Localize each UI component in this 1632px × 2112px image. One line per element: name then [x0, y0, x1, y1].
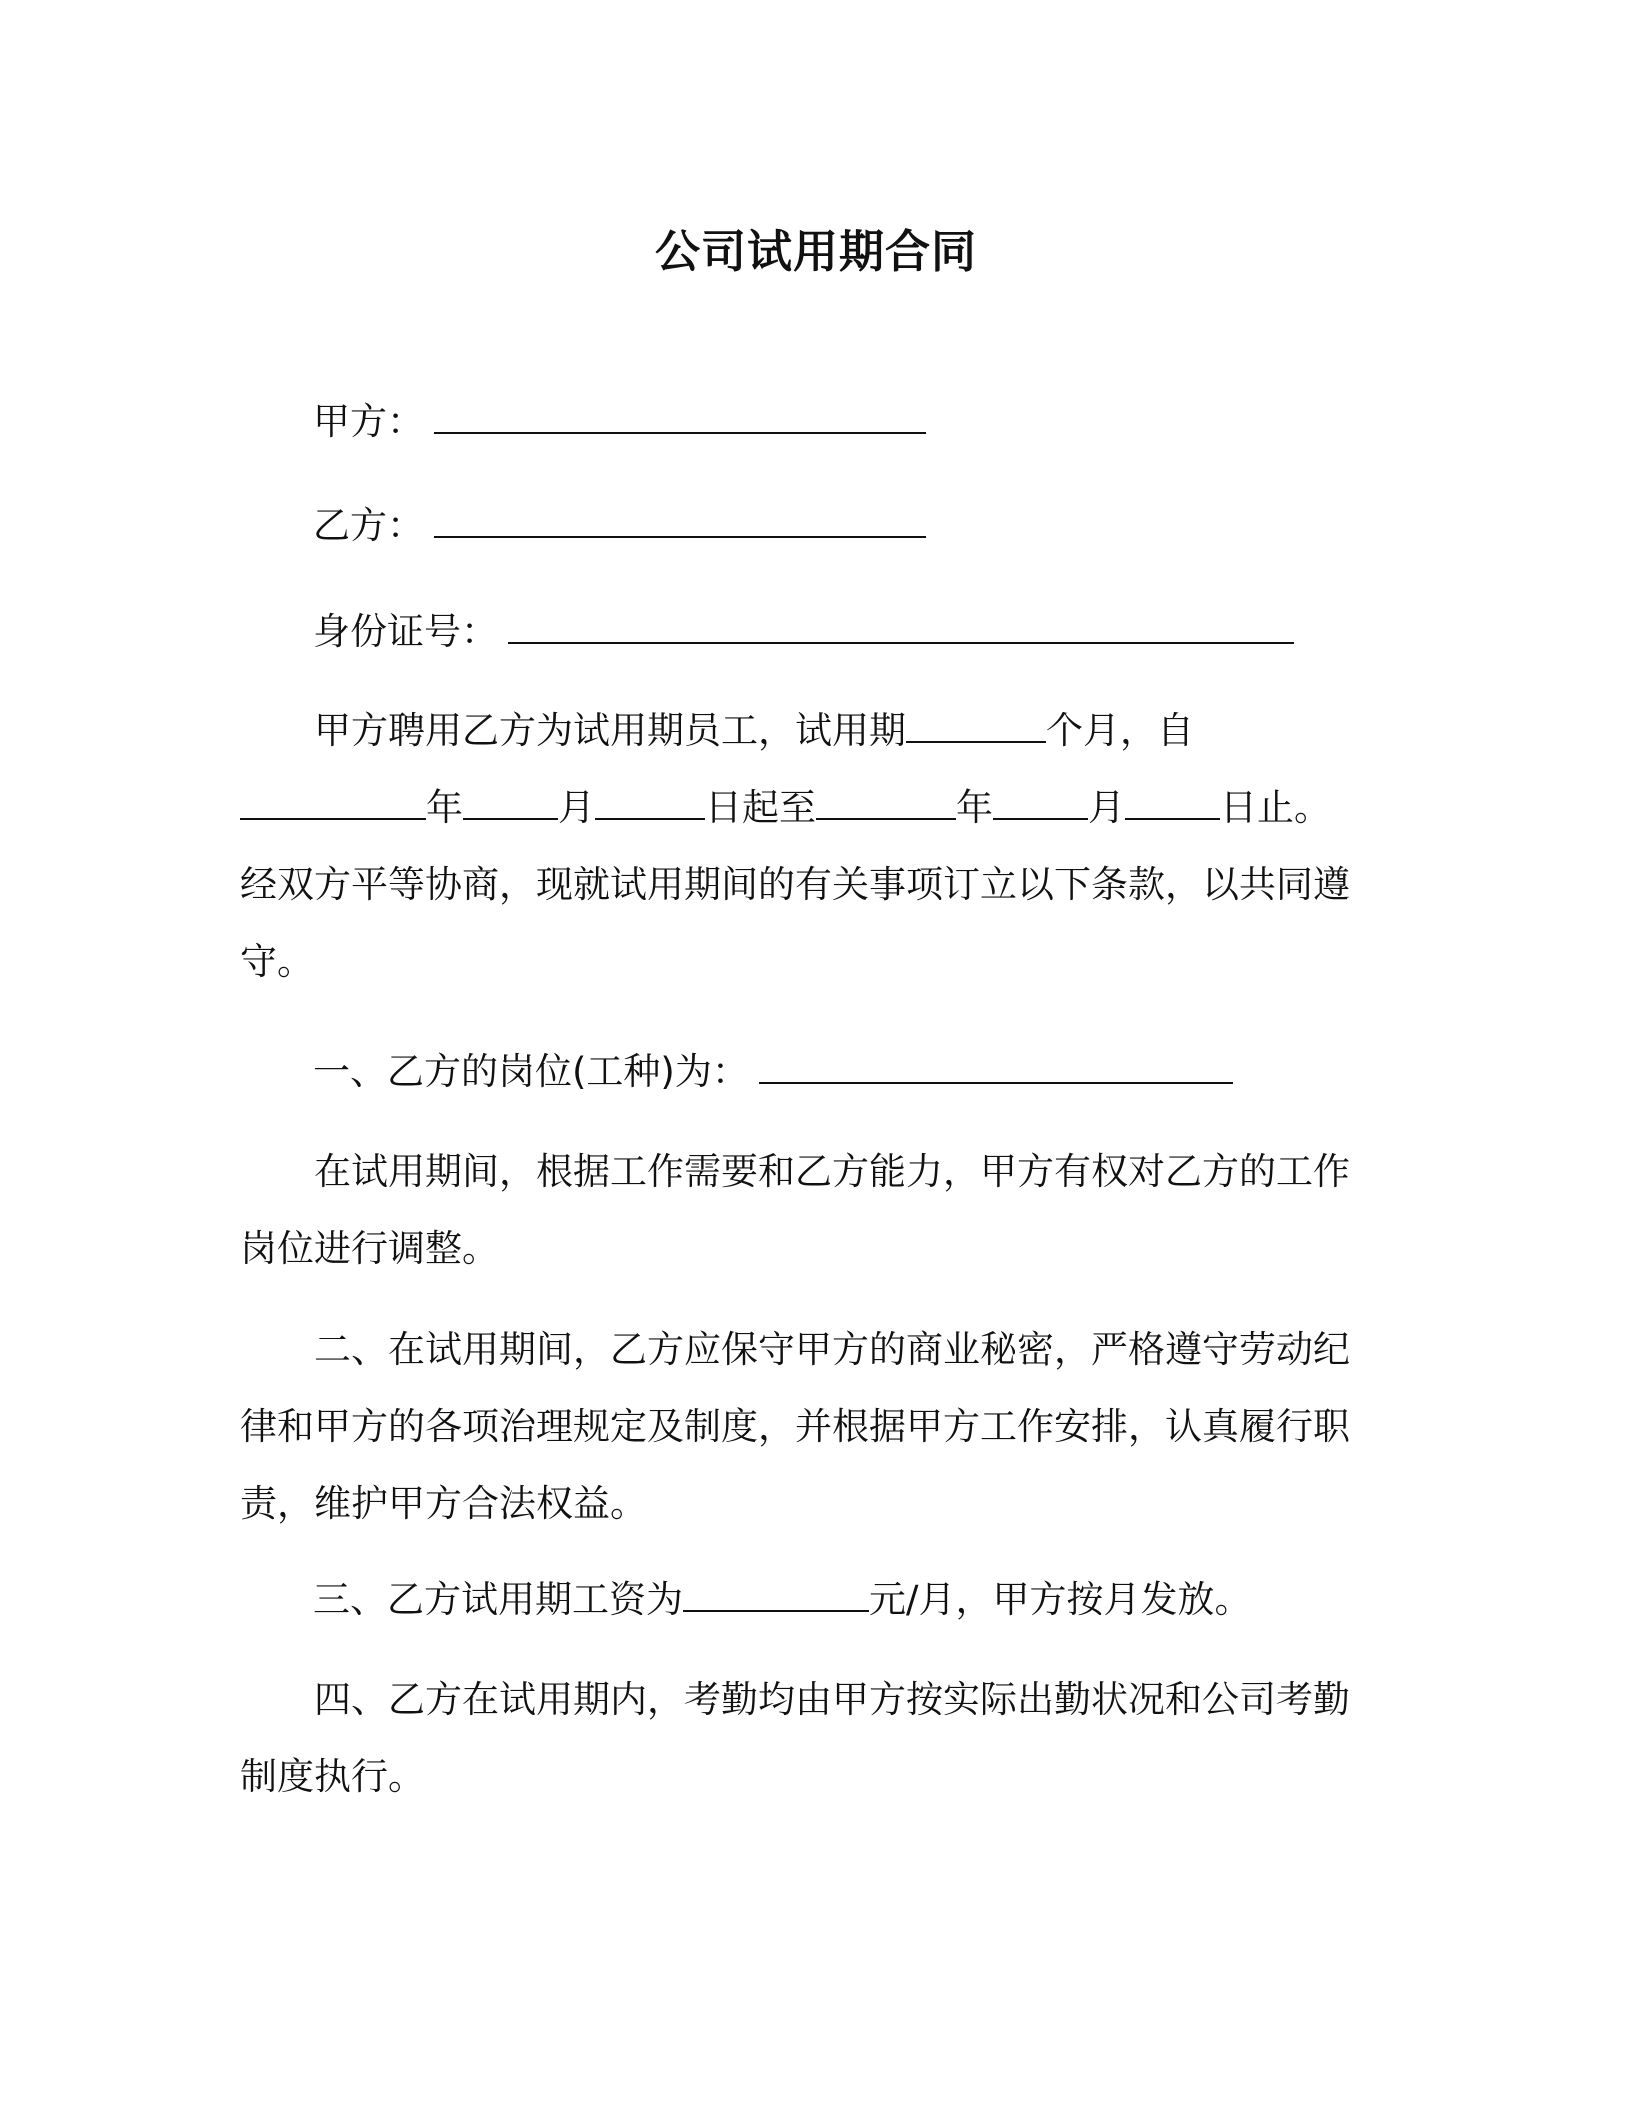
document-title: 公司试用期合同: [654, 225, 977, 278]
intro-day-2: 日止。经双方平等协商，现就试用期间的有关事项订立以下条款，以共同遵守。: [240, 786, 1350, 983]
clause-1-body: 在试用期间，根据工作需要和乙方能力，甲方有权对乙方的工作岗位进行调整。: [240, 1150, 1350, 1270]
intro-text-1: 甲方聘用乙方为试用期员工，试用期: [314, 709, 906, 752]
clause-2-paragraph: 二、在试用期间，乙方应保守甲方的商业秘密，严格遵守劳动纪律和甲方的各项治理规定及制度，并根据甲方工作安排，认真履行职责，维护甲方合法权益。: [240, 1328, 1350, 1525]
salary-blank[interactable]: [683, 1574, 869, 1612]
party-b-line: [313, 500, 926, 552]
end-day-blank[interactable]: [1125, 782, 1220, 820]
end-year-blank[interactable]: [816, 782, 956, 820]
intro-year-1: 年: [426, 786, 463, 829]
party-b-label: 乙方：: [313, 504, 424, 547]
clause-1-label: 一、乙方的岗位(工种)为：: [313, 1050, 749, 1093]
probation-months-blank[interactable]: [906, 705, 1046, 743]
clause-3-text-2: 元/月，甲方按月发放。: [869, 1578, 1252, 1621]
start-month-blank[interactable]: [463, 782, 558, 820]
intro-month-1: 月: [558, 786, 595, 829]
party-b-blank[interactable]: [434, 500, 926, 538]
clause-1-blank[interactable]: [759, 1046, 1233, 1084]
clause-3-text-1: 三、乙方试用期工资为: [313, 1578, 683, 1621]
clause-4-paragraph: 四、乙方在试用期内，考勤均由甲方按实际出勤状况和公司考勤制度执行。: [240, 1678, 1350, 1798]
intro-day-1: 日起至: [705, 786, 816, 829]
intro-paragraph: [240, 692, 1350, 1000]
id-number-label: 身份证号：: [313, 610, 498, 653]
start-day-blank[interactable]: [595, 782, 705, 820]
clause-3-line: [313, 1574, 1251, 1626]
clause-1-line: [313, 1046, 1233, 1098]
intro-year-2: 年: [956, 786, 993, 829]
end-month-blank[interactable]: [993, 782, 1088, 820]
party-a-line: [313, 396, 926, 448]
start-year-blank[interactable]: [240, 782, 426, 820]
intro-month-2: 月: [1088, 786, 1125, 829]
id-number-line: [313, 606, 1294, 658]
party-a-blank[interactable]: [434, 396, 926, 434]
party-a-label: 甲方：: [313, 400, 424, 443]
intro-text-2: 个月，自: [1046, 709, 1194, 752]
id-number-blank[interactable]: [508, 606, 1294, 644]
